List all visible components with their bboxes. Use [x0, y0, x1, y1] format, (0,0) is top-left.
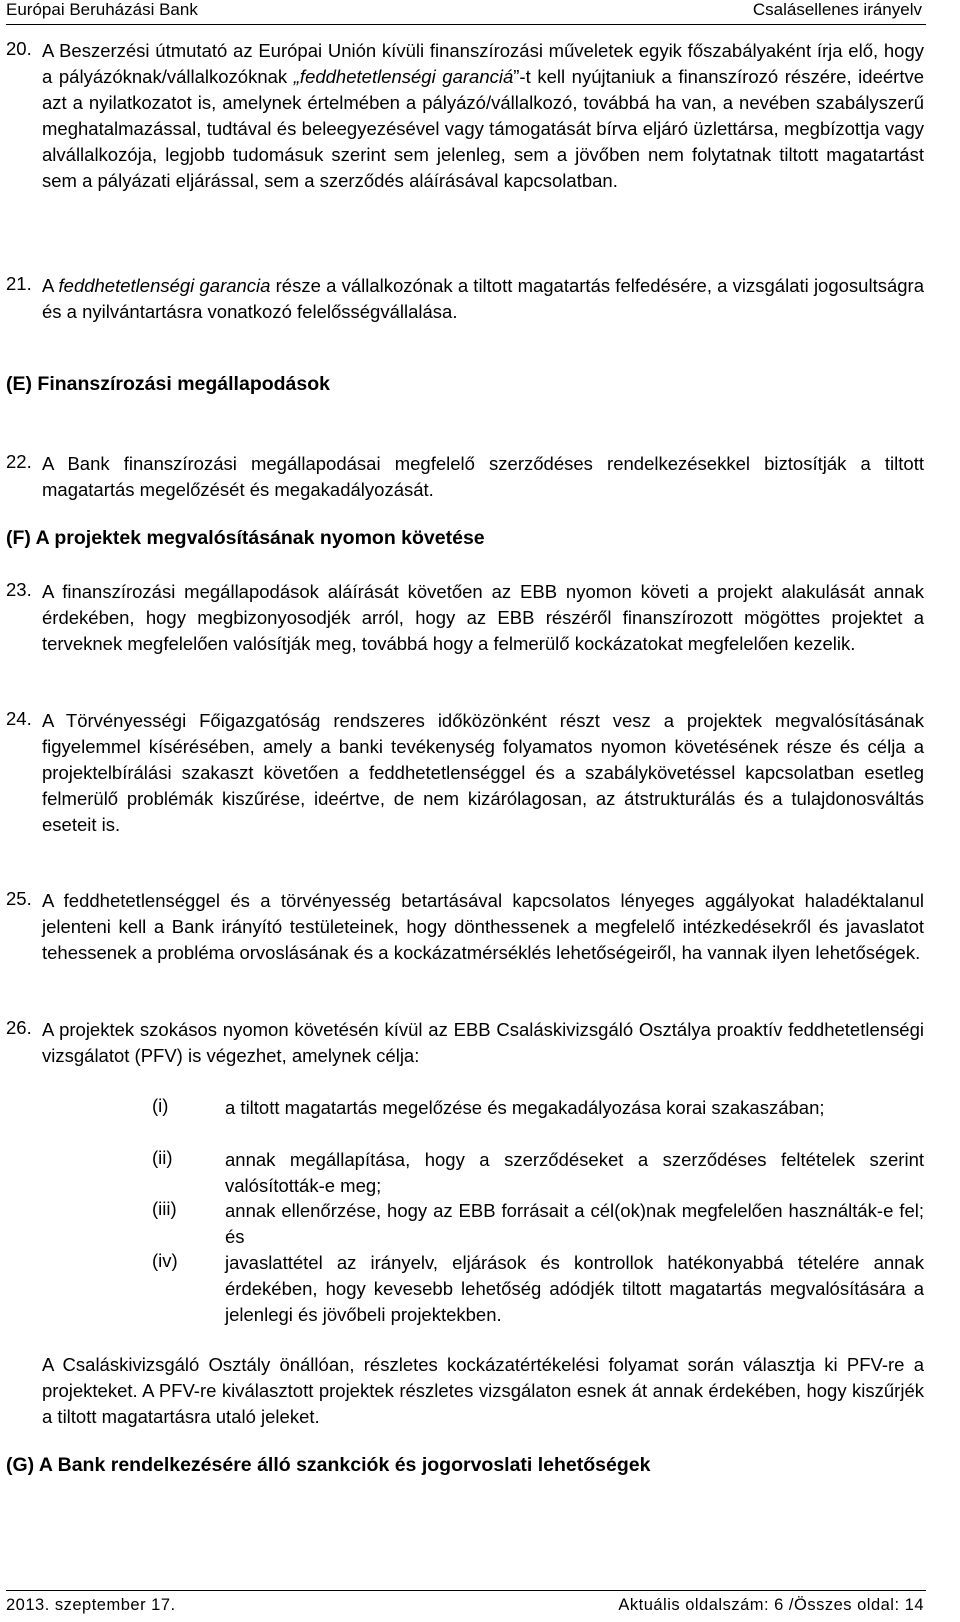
paragraph-number: 22. — [6, 451, 32, 472]
footer-divider — [6, 1590, 926, 1591]
paragraph-21 — [42, 273, 924, 325]
paragraph-23: A finanszírozási megállapodások aláírását követően az EBB nyomon követi a projekt alakulását annak érdekében, hogy megbizonyosodjék arról, hogy az EBB részéről finanszírozott mögöttes projektet a terveknek megfelelően valósítják meg, továbbá hogy a felmerülő kockázatokat megfelelően kezelik. — [42, 581, 924, 654]
section-heading-g: (G) A Bank rendelkezésére álló szankciók és jogorvoslati lehetőségek — [6, 1454, 651, 1476]
paragraph-number: 25. — [6, 888, 32, 909]
paragraph-text: ”-t kell nyújtaniuk a finanszírozó részére, ideértve azt a nyilatkozatot is, amelynek értelmében a pályázó/vállalkozó, továbbá ha van, a nevében szabályszerű meghatalmazással, tudtával és beleegyezésével vagy támogatását bírva eljáró üzlettársa, megbízottja vagy alvállalkozója, legjobb tudomásuk szerint sem jelenleg, sem a jövőben nem folytatnak tiltott magatartást sem a pályázati eljárással, sem a szerződés aláírásával kapcsolatban. — [42, 66, 924, 191]
italic-term: feddhetetlenségi garancia — [58, 275, 271, 296]
paragraph-number: 20. — [6, 38, 32, 59]
header-document-type: Csalásellenes irányelv — [752, 0, 922, 19]
paragraph-26: A projektek szokásos nyomon követésén kívül az EBB Csaláskivizsgáló Osztálya proaktív feddhetetlenségi vizsgálatot (PFV) is végezhet, amelynek célja: — [42, 1019, 924, 1066]
list-label: (iv) — [152, 1250, 178, 1271]
italic-term: „feddhetetlenségi garanciá — [293, 66, 514, 87]
paragraph-text: része a vállalkozónak a tiltott magatartás felfedésére, a vizsgálati jogosultságra és a nyilvántartásra vonatkozó felelősségvállalása. — [42, 275, 924, 322]
closing-paragraph: A Csaláskivizsgáló Osztály önállóan, részletes kockázatértékelési folyamat során választja ki PFV-re a projekteket. A PFV-re kiválasztott projektek részletes vizsgálaton esnek át annak érdekében, hogy kiszűrjék a tiltott magatartásra utaló jeleket. — [42, 1354, 924, 1427]
list-item: annak megállapítása, hogy a szerződéseket a szerződéses feltételek szerint valósították-e meg; — [225, 1149, 924, 1196]
list-item: a tiltott magatartás megelőzése és megakadályozása korai szakaszában; — [225, 1097, 825, 1118]
paragraph-20 — [42, 38, 924, 194]
header-title: Európai Beruházási Bank — [6, 0, 198, 19]
paragraph-25: A feddhetetlenséggel és a törvényesség betartásával kapcsolatos lényeges aggályokat haladéktalanul jelenteni kell a Bank irányító testületeinek, hogy dönthessenek a megfelelő intézkedésekről és javaslatot tehessenek a probléma orvoslásának és a kockázatmérséklés lehetőségeiről, ha vannak ilyen lehetőségek. — [42, 890, 924, 963]
paragraph-text: A Beszerzési útmutató az Európai Unión kívüli finanszírozási műveletek egyik főszabályaként írja elő, hogy a pályázóknak/vállalkozóknak — [42, 40, 924, 87]
footer-date: 2013. szeptember 17. — [6, 1596, 176, 1614]
paragraph-22: A Bank finanszírozási megállapodásai megfelelő szerződéses rendelkezésekkel biztosítják a tiltott magatartás megelőzését és megakadályozását. — [42, 453, 924, 500]
list-label: (iii) — [152, 1198, 177, 1219]
paragraph-number: 26. — [6, 1017, 32, 1038]
header-divider — [6, 24, 926, 25]
paragraph-number: 24. — [6, 708, 32, 729]
list-label: (ii) — [152, 1147, 173, 1168]
paragraph-text: A — [42, 275, 59, 296]
list-item: annak ellenőrzése, hogy az EBB forrásait a cél(ok)nak megfelelően használták-e fel; és — [225, 1200, 924, 1247]
list-label: (i) — [152, 1095, 169, 1116]
list-item: javaslattétel az irányelv, eljárások és kontrollok hatékonyabbá tételére annak érdekében, hogy kevesebb lehetőség adódjék tiltott magatartás megvalósítására a jelenlegi és jövőbeli projektekben. — [225, 1252, 924, 1325]
section-heading-f: (F) A projektek megvalósításának nyomon követése — [6, 527, 485, 549]
section-heading-e: (E) Finanszírozási megállapodások — [6, 373, 330, 395]
paragraph-number: 23. — [6, 579, 32, 600]
paragraph-number: 21. — [6, 273, 32, 294]
footer-page-number: Aktuális oldalszám: 6 /Összes oldal: 14 — [618, 1596, 924, 1614]
paragraph-24: A Törvényességi Főigazgatóság rendszeres időközönként részt vesz a projektek megvalósításának figyelemmel kísérésében, amely a banki tevékenység folyamatos nyomon követésének része és célja a projektelbírálási szakaszt követően a feddhetetlenséggel és a szabálykövetéssel kapcsolatban esetleg felmerülő problémák kiszűrése, ideértve, de nem kizárólagosan, az átstrukturálás és a tulajdonosváltás eseteit is. — [42, 710, 924, 835]
